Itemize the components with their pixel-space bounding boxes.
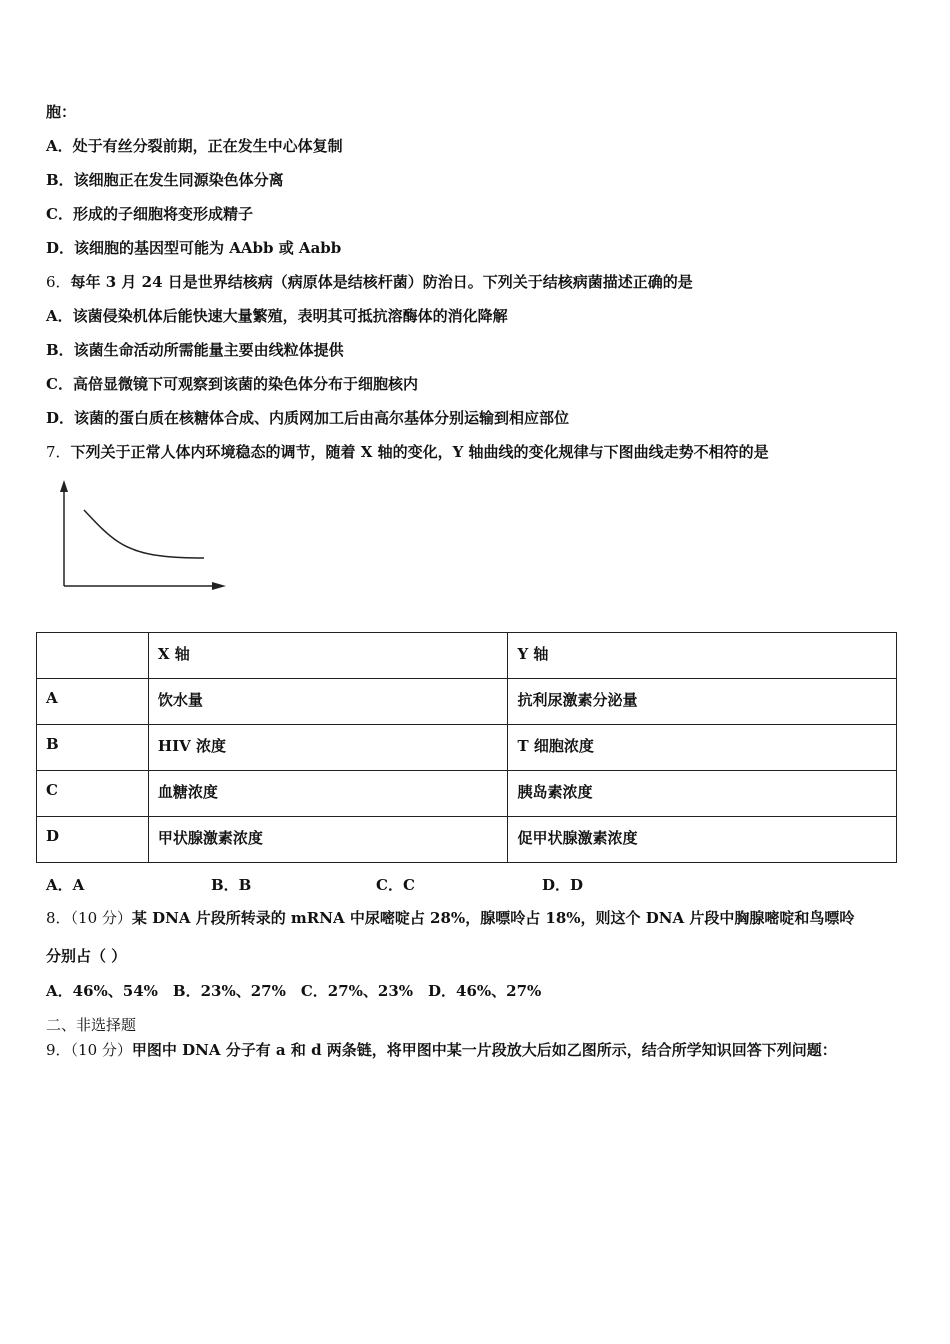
table-cell: 甲状腺激素浓度	[148, 817, 508, 863]
q8-score: （10 分）	[70, 909, 132, 927]
q6-option-b: B．该菌生命活动所需能量主要由线粒体提供	[46, 341, 344, 359]
decreasing-curve-figure	[52, 478, 232, 598]
q6-number: 6．	[46, 273, 71, 291]
q7-number: 7．	[46, 443, 71, 461]
table-cell: D	[37, 817, 149, 863]
table-cell: 抗利尿激素分泌量	[508, 679, 897, 725]
q9-number: 9．	[46, 1041, 71, 1059]
y-axis-arrow-icon	[60, 480, 68, 492]
section-heading: 二、非选择题	[46, 1016, 137, 1034]
table-row	[37, 725, 897, 771]
q8-stem-line-2: 分别占（ ）	[46, 947, 127, 965]
table-header-cell	[37, 633, 149, 679]
q9-stem: 甲图中 DNA 分子有 a 和 d 两条链，将甲图中某一片段放大后如乙图所示，结合所学知识回答下列问题：	[131, 1041, 837, 1059]
q7-choice-a: A．A	[46, 876, 85, 894]
q8-number: 8．	[46, 909, 71, 927]
q5-option-a: A．处于有丝分裂前期，正在发生中心体复制	[46, 137, 343, 155]
table-row	[37, 679, 897, 725]
q8-stem-line	[46, 908, 854, 928]
table-cell: A	[37, 679, 149, 725]
q5-stem-continuation: 胞：	[46, 103, 77, 121]
table-cell: C	[37, 771, 149, 817]
table-cell: 血糖浓度	[148, 771, 508, 817]
q6-option-c: C．高倍显微镜下可观察到该菌的染色体分布于细胞核内	[46, 375, 418, 393]
q6-stem: 每年 3 月 24 日是世界结核病（病原体是结核杆菌）防治日。下列关于结核病菌描述正确的是	[70, 273, 693, 291]
q7-stem-line	[46, 442, 769, 462]
q7-stem: 下列关于正常人体内环境稳态的调节，随着 X 轴的变化，Y 轴曲线的变化规律与下图曲线走势不相符的是	[70, 443, 769, 461]
table-header-cell: X 轴	[148, 633, 508, 679]
q6-stem-line	[46, 272, 693, 292]
q8-options: A．46%、54% B．23%、27% C．27%、23% D．46%、27%	[46, 982, 542, 1000]
q5-option-d: D．该细胞的基因型可能为 AAbb 或 Aabb	[46, 239, 342, 257]
q6-option-a: A．该菌侵染机体后能快速大量繁殖，表明其可抵抗溶酶体的消化降解	[46, 307, 508, 325]
table-cell: B	[37, 725, 149, 771]
q5-option-c: C．形成的子细胞将变形成精子	[46, 205, 253, 223]
q6-option-d: D．该菌的蛋白质在核糖体合成、内质网加工后由高尔基体分别运输到相应部位	[46, 409, 570, 427]
table-cell: 饮水量	[148, 679, 508, 725]
q7-choice-d: D．D	[542, 876, 584, 894]
q8-stem: 某 DNA 片段所转录的 mRNA 中尿嘧啶占 28%，腺嘌呤占 18%，则这个 DNA 片段中胸腺嘧啶和鸟嘌呤	[131, 909, 855, 927]
q5-option-b: B．该细胞正在发生同源染色体分离	[46, 171, 284, 189]
table-header-cell: Y 轴	[508, 633, 897, 679]
table-row	[37, 771, 897, 817]
q7-choice-c: C．C	[376, 876, 415, 894]
x-axis-arrow-icon	[212, 582, 226, 590]
table-row	[37, 817, 897, 863]
table-cell: HIV 浓度	[148, 725, 508, 771]
xy-axis-table	[36, 632, 897, 863]
decreasing-curve	[84, 510, 204, 558]
q7-choice-b: B．B	[211, 876, 252, 894]
table-cell: 促甲状腺激素浓度	[508, 817, 897, 863]
table-cell: 胰岛素浓度	[508, 771, 897, 817]
q9-score: （10 分）	[70, 1041, 132, 1059]
table-header-row	[37, 633, 897, 679]
q9-stem-line	[46, 1040, 837, 1060]
table-cell: T 细胞浓度	[508, 725, 897, 771]
